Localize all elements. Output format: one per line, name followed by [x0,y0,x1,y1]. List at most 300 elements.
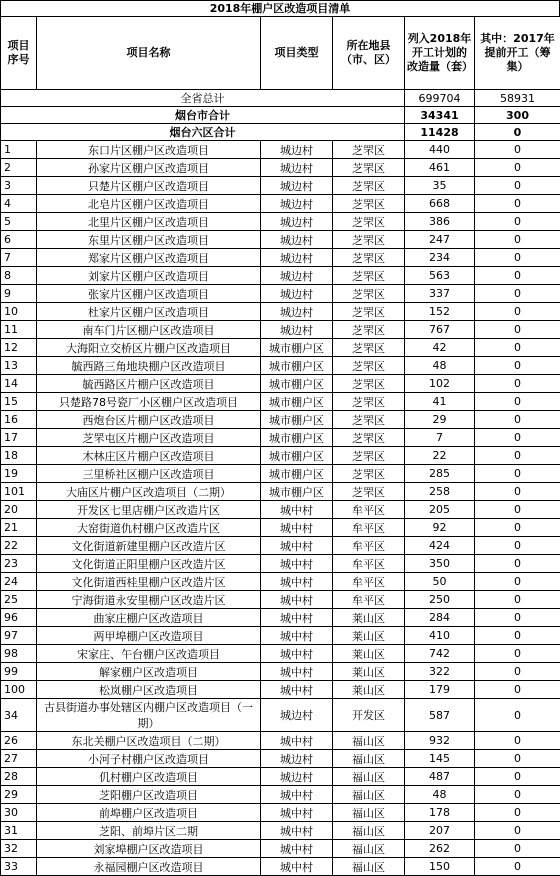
cell-planned-units: 247 [405,231,475,249]
cell-county: 芝罘区 [333,249,405,267]
cell-project-type: 城中村 [261,732,333,750]
cell-planned-units: 337 [405,285,475,303]
cell-seq: 18 [1,447,37,465]
cell-seq: 7 [1,249,37,267]
cell-project-name: 北皂片区棚户区改造项目 [37,195,261,213]
cell-early-start: 0 [475,159,560,177]
cell-project-type: 城中村 [261,858,333,876]
cell-planned-units: 50 [405,573,475,591]
cell-seq: 100 [1,681,37,699]
cell-project-name: 刘家埠棚户区改造项目 [37,840,261,858]
cell-planned-units: 424 [405,537,475,555]
cell-early-start: 0 [475,303,560,321]
cell-county: 芝罘区 [333,213,405,231]
cell-project-type: 城边村 [261,267,333,285]
sheet-title: 2018年棚户区改造项目清单 [0,0,560,16]
cell-planned-units: 742 [405,645,475,663]
cell-project-type: 城中村 [261,555,333,573]
cell-project-type: 城中村 [261,681,333,699]
cell-county: 芝罘区 [333,195,405,213]
cell-planned-units: 386 [405,213,475,231]
cell-project-type: 城中村 [261,573,333,591]
cell-seq: 97 [1,627,37,645]
cell-project-name: 东口片区棚户区改造项目 [37,141,261,159]
cell-early-start: 0 [475,609,560,627]
cell-project-type: 城中村 [261,519,333,537]
cell-project-name: 芝阳棚户区改造项目 [37,786,261,804]
cell-project-name: 木林庄区片棚户区改造项目 [37,447,261,465]
cell-early-start: 0 [475,786,560,804]
cell-early-start: 0 [475,858,560,876]
cell-early-start: 0 [475,645,560,663]
table-row [1,537,560,555]
cell-planned-units: 487 [405,768,475,786]
cell-early-start: 0 [475,591,560,609]
project-table [0,16,560,876]
cell-county: 牟平区 [333,573,405,591]
cell-project-type: 城中村 [261,822,333,840]
table-row [1,786,560,804]
summary-early: 58931 [475,90,560,107]
table-row [1,177,560,195]
cell-project-type: 城市棚户区 [261,429,333,447]
cell-project-type: 城中村 [261,663,333,681]
cell-planned-units: 178 [405,804,475,822]
cell-early-start: 0 [475,465,560,483]
cell-early-start: 0 [475,231,560,249]
cell-seq: 12 [1,339,37,357]
summary-label: 烟台市合计 [1,107,405,124]
cell-project-name: 永福园棚户区改造项目 [37,858,261,876]
cell-seq: 27 [1,750,37,768]
table-row [1,732,560,750]
table-row [1,555,560,573]
cell-project-name: 东北关棚户区改造项目（二期） [37,732,261,750]
summary-early: 300 [475,107,560,124]
cell-seq: 13 [1,357,37,375]
cell-project-type: 城市棚户区 [261,465,333,483]
cell-project-name: 只楚路78号瓷厂小区棚户区改造项目 [37,393,261,411]
cell-seq: 20 [1,501,37,519]
table-row [1,429,560,447]
cell-early-start: 0 [475,285,560,303]
cell-seq: 26 [1,732,37,750]
table-row [1,267,560,285]
table-row [1,822,560,840]
cell-project-type: 城边村 [261,231,333,249]
cell-project-type: 城中村 [261,627,333,645]
cell-planned-units: 284 [405,609,475,627]
cell-seq: 99 [1,663,37,681]
cell-project-type: 城市棚户区 [261,357,333,375]
cell-early-start: 0 [475,141,560,159]
cell-project-name: 文化街道正阳里棚户区改造片区 [37,555,261,573]
table-row [1,609,560,627]
cell-seq: 33 [1,858,37,876]
cell-seq: 2 [1,159,37,177]
cell-project-name: 文化街道新建里棚户区改造片区 [37,537,261,555]
cell-project-type: 城中村 [261,840,333,858]
cell-early-start: 0 [475,375,560,393]
cell-project-type: 城边村 [261,699,333,732]
cell-project-name: 解家棚户区改造项目 [37,663,261,681]
summary-label: 烟台六区合计 [1,124,405,141]
cell-seq: 10 [1,303,37,321]
cell-county: 芝罘区 [333,447,405,465]
cell-early-start: 0 [475,627,560,645]
cell-county: 莱山区 [333,681,405,699]
cell-county: 福山区 [333,840,405,858]
cell-county: 芝罘区 [333,267,405,285]
cell-project-type: 城边村 [261,141,333,159]
cell-planned-units: 563 [405,267,475,285]
cell-project-type: 城市棚户区 [261,447,333,465]
cell-seq: 6 [1,231,37,249]
table-row [1,501,560,519]
cell-seq: 96 [1,609,37,627]
header-type: 项目类型 [261,17,333,90]
cell-county: 莱山区 [333,645,405,663]
cell-county: 开发区 [333,699,405,732]
cell-project-name: 文化街道西桂里棚户区改造片区 [37,573,261,591]
cell-planned-units: 587 [405,699,475,732]
cell-county: 芝罘区 [333,321,405,339]
cell-project-name: 北里片区棚户区改造项目 [37,213,261,231]
cell-county: 牟平区 [333,591,405,609]
cell-seq: 28 [1,768,37,786]
cell-planned-units: 179 [405,681,475,699]
cell-project-name: 三里桥社区棚户区改造项目 [37,465,261,483]
header-seq: 项目序号 [1,17,37,90]
cell-planned-units: 7 [405,429,475,447]
summary-row-six-districts [1,124,560,141]
cell-project-name: 仉村棚户区改造项目 [37,768,261,786]
cell-early-start: 0 [475,822,560,840]
cell-county: 莱山区 [333,627,405,645]
cell-county: 牟平区 [333,537,405,555]
cell-early-start: 0 [475,750,560,768]
cell-early-start: 0 [475,483,560,501]
cell-seq: 4 [1,195,37,213]
cell-county: 莱山区 [333,663,405,681]
cell-county: 芝罘区 [333,303,405,321]
table-row [1,303,560,321]
table-row [1,411,560,429]
cell-planned-units: 41 [405,393,475,411]
cell-early-start: 0 [475,195,560,213]
cell-seq: 32 [1,840,37,858]
table-row [1,339,560,357]
cell-planned-units: 262 [405,840,475,858]
cell-project-type: 城中村 [261,786,333,804]
table-row [1,645,560,663]
cell-seq: 30 [1,804,37,822]
cell-project-type: 城中村 [261,645,333,663]
cell-planned-units: 461 [405,159,475,177]
cell-project-name: 张家片区棚户区改造项目 [37,285,261,303]
cell-planned-units: 234 [405,249,475,267]
cell-county: 芝罘区 [333,357,405,375]
table-row [1,519,560,537]
cell-early-start: 0 [475,321,560,339]
cell-seq: 21 [1,519,37,537]
cell-project-name: 两甲埠棚户区改造项目 [37,627,261,645]
cell-planned-units: 29 [405,411,475,429]
cell-early-start: 0 [475,393,560,411]
summary-planned: 699704 [405,90,475,107]
cell-county: 芝罘区 [333,411,405,429]
cell-project-name: 宋家庄、午台棚户区改造项目 [37,645,261,663]
cell-planned-units: 285 [405,465,475,483]
cell-project-type: 城边村 [261,195,333,213]
table-row [1,447,560,465]
cell-planned-units: 440 [405,141,475,159]
cell-project-name: 只楚片区棚户区改造项目 [37,177,261,195]
table-row [1,159,560,177]
cell-seq: 15 [1,393,37,411]
cell-early-start: 0 [475,357,560,375]
cell-planned-units: 205 [405,501,475,519]
cell-project-type: 城边村 [261,285,333,303]
cell-county: 芝罘区 [333,483,405,501]
cell-seq: 34 [1,699,37,732]
header-county: 所在地县（市、区） [333,17,405,90]
cell-planned-units: 932 [405,732,475,750]
cell-project-type: 城中村 [261,591,333,609]
cell-seq: 1 [1,141,37,159]
cell-project-type: 城市棚户区 [261,375,333,393]
cell-planned-units: 48 [405,786,475,804]
table-row [1,768,560,786]
cell-project-name: 芝罘屯区片棚户区改造项目 [37,429,261,447]
cell-planned-units: 668 [405,195,475,213]
cell-planned-units: 767 [405,321,475,339]
cell-county: 福山区 [333,768,405,786]
cell-seq: 17 [1,429,37,447]
cell-project-name: 刘家片区棚户区改造项目 [37,267,261,285]
cell-project-type: 城边村 [261,321,333,339]
cell-seq: 9 [1,285,37,303]
cell-seq: 5 [1,213,37,231]
summary-row-province [1,90,560,107]
cell-seq: 11 [1,321,37,339]
cell-county: 牟平区 [333,555,405,573]
cell-project-type: 城市棚户区 [261,483,333,501]
cell-county: 福山区 [333,786,405,804]
cell-project-type: 城中村 [261,501,333,519]
cell-project-name: 南车门片区棚户区改造项目 [37,321,261,339]
cell-seq: 31 [1,822,37,840]
table-row [1,840,560,858]
cell-seq: 23 [1,555,37,573]
cell-project-type: 城边村 [261,249,333,267]
cell-project-name: 东里片区棚户区改造项目 [37,231,261,249]
summary-planned: 34341 [405,107,475,124]
cell-project-name: 孙家片区棚户区改造项目 [37,159,261,177]
table-row [1,285,560,303]
cell-planned-units: 22 [405,447,475,465]
cell-seq: 14 [1,375,37,393]
table-row [1,627,560,645]
table-row [1,195,560,213]
table-row [1,141,560,159]
cell-county: 福山区 [333,822,405,840]
cell-county: 福山区 [333,732,405,750]
cell-planned-units: 102 [405,375,475,393]
cell-planned-units: 150 [405,858,475,876]
cell-county: 芝罘区 [333,465,405,483]
cell-project-name: 杜家片区棚户区改造项目 [37,303,261,321]
cell-planned-units: 35 [405,177,475,195]
cell-early-start: 0 [475,177,560,195]
cell-project-type: 城中村 [261,804,333,822]
cell-early-start: 0 [475,768,560,786]
header-planned: 列入2018年开工计划的改造量（套） [405,17,475,90]
cell-project-name: 西炮台区片棚户区改造项目 [37,411,261,429]
cell-early-start: 0 [475,681,560,699]
cell-early-start: 0 [475,573,560,591]
cell-project-name: 松岚棚户区改造项目 [37,681,261,699]
header-name: 项目名称 [37,17,261,90]
cell-planned-units: 145 [405,750,475,768]
cell-project-type: 城中村 [261,609,333,627]
cell-county: 芝罘区 [333,375,405,393]
cell-early-start: 0 [475,555,560,573]
cell-project-name: 郑家片区棚户区改造项目 [37,249,261,267]
cell-county: 牟平区 [333,519,405,537]
cell-project-name: 大窑街道仇村棚户区改造片区 [37,519,261,537]
cell-planned-units: 258 [405,483,475,501]
cell-early-start: 0 [475,267,560,285]
cell-seq: 25 [1,591,37,609]
cell-seq: 29 [1,786,37,804]
table-row [1,591,560,609]
cell-early-start: 0 [475,519,560,537]
table-row [1,465,560,483]
cell-seq: 19 [1,465,37,483]
table-row [1,231,560,249]
summary-early: 0 [475,124,560,141]
cell-planned-units: 48 [405,357,475,375]
table-row [1,375,560,393]
cell-planned-units: 250 [405,591,475,609]
cell-project-type: 城边村 [261,213,333,231]
table-row [1,321,560,339]
cell-project-name: 开发区七里店棚户区改造片区 [37,501,261,519]
table-row [1,663,560,681]
cell-county: 芝罘区 [333,177,405,195]
table-row [1,573,560,591]
cell-early-start: 0 [475,429,560,447]
cell-seq: 8 [1,267,37,285]
cell-planned-units: 410 [405,627,475,645]
cell-project-type: 城市棚户区 [261,393,333,411]
cell-county: 福山区 [333,858,405,876]
cell-early-start: 0 [475,249,560,267]
cell-early-start: 0 [475,501,560,519]
table-row [1,804,560,822]
cell-project-name: 曲家庄棚户区改造项目 [37,609,261,627]
table-row [1,249,560,267]
cell-county: 福山区 [333,750,405,768]
cell-project-name: 宁海街道永安里棚户区改造片区 [37,591,261,609]
cell-project-type: 城边村 [261,768,333,786]
cell-early-start: 0 [475,339,560,357]
table-row [1,357,560,375]
cell-project-type: 城边村 [261,177,333,195]
cell-project-type: 城中村 [261,537,333,555]
cell-early-start: 0 [475,663,560,681]
summary-planned: 11428 [405,124,475,141]
cell-early-start: 0 [475,732,560,750]
table-row [1,213,560,231]
cell-project-name: 芝阳、前埠片区二期 [37,822,261,840]
cell-seq: 22 [1,537,37,555]
cell-seq: 24 [1,573,37,591]
cell-county: 芝罘区 [333,141,405,159]
cell-planned-units: 92 [405,519,475,537]
cell-project-name: 大庙区片棚户区改造项目（二期） [37,483,261,501]
cell-project-type: 城边村 [261,159,333,177]
cell-planned-units: 207 [405,822,475,840]
cell-county: 芝罘区 [333,231,405,249]
cell-early-start: 0 [475,447,560,465]
header-row [1,17,560,90]
cell-county: 芝罘区 [333,159,405,177]
cell-project-type: 城市棚户区 [261,339,333,357]
cell-project-name: 大海阳立交桥区片棚户区改造项目 [37,339,261,357]
cell-project-name: 毓西路区片棚户区改造项目 [37,375,261,393]
header-early: 其中：2017年提前开工（筹集） [475,17,560,90]
table-row [1,483,560,501]
cell-planned-units: 152 [405,303,475,321]
cell-seq: 98 [1,645,37,663]
cell-early-start: 0 [475,213,560,231]
cell-planned-units: 322 [405,663,475,681]
cell-county: 芝罘区 [333,429,405,447]
table-row [1,750,560,768]
cell-county: 芝罘区 [333,393,405,411]
cell-planned-units: 42 [405,339,475,357]
cell-county: 莱山区 [333,609,405,627]
cell-county: 牟平区 [333,501,405,519]
cell-early-start: 0 [475,840,560,858]
cell-project-name: 小河子村棚户区改造项目 [37,750,261,768]
cell-project-name: 毓西路三角地块棚户区改造项目 [37,357,261,375]
table-row [1,699,560,732]
cell-seq: 3 [1,177,37,195]
cell-project-type: 城边村 [261,303,333,321]
cell-early-start: 0 [475,804,560,822]
cell-project-type: 城市棚户区 [261,411,333,429]
cell-planned-units: 350 [405,555,475,573]
cell-early-start: 0 [475,411,560,429]
cell-early-start: 0 [475,699,560,732]
cell-seq: 101 [1,483,37,501]
cell-county: 芝罘区 [333,285,405,303]
table-row [1,393,560,411]
cell-project-name: 前埠棚户区改造项目 [37,804,261,822]
summary-label: 全省总计 [1,90,405,107]
cell-county: 福山区 [333,804,405,822]
cell-early-start: 0 [475,537,560,555]
cell-county: 芝罘区 [333,339,405,357]
cell-project-name: 古县街道办事处辖区内棚户区改造项目（一期） [37,699,261,732]
table-row [1,681,560,699]
summary-row-city [1,107,560,124]
cell-seq: 16 [1,411,37,429]
cell-project-type: 城边村 [261,750,333,768]
